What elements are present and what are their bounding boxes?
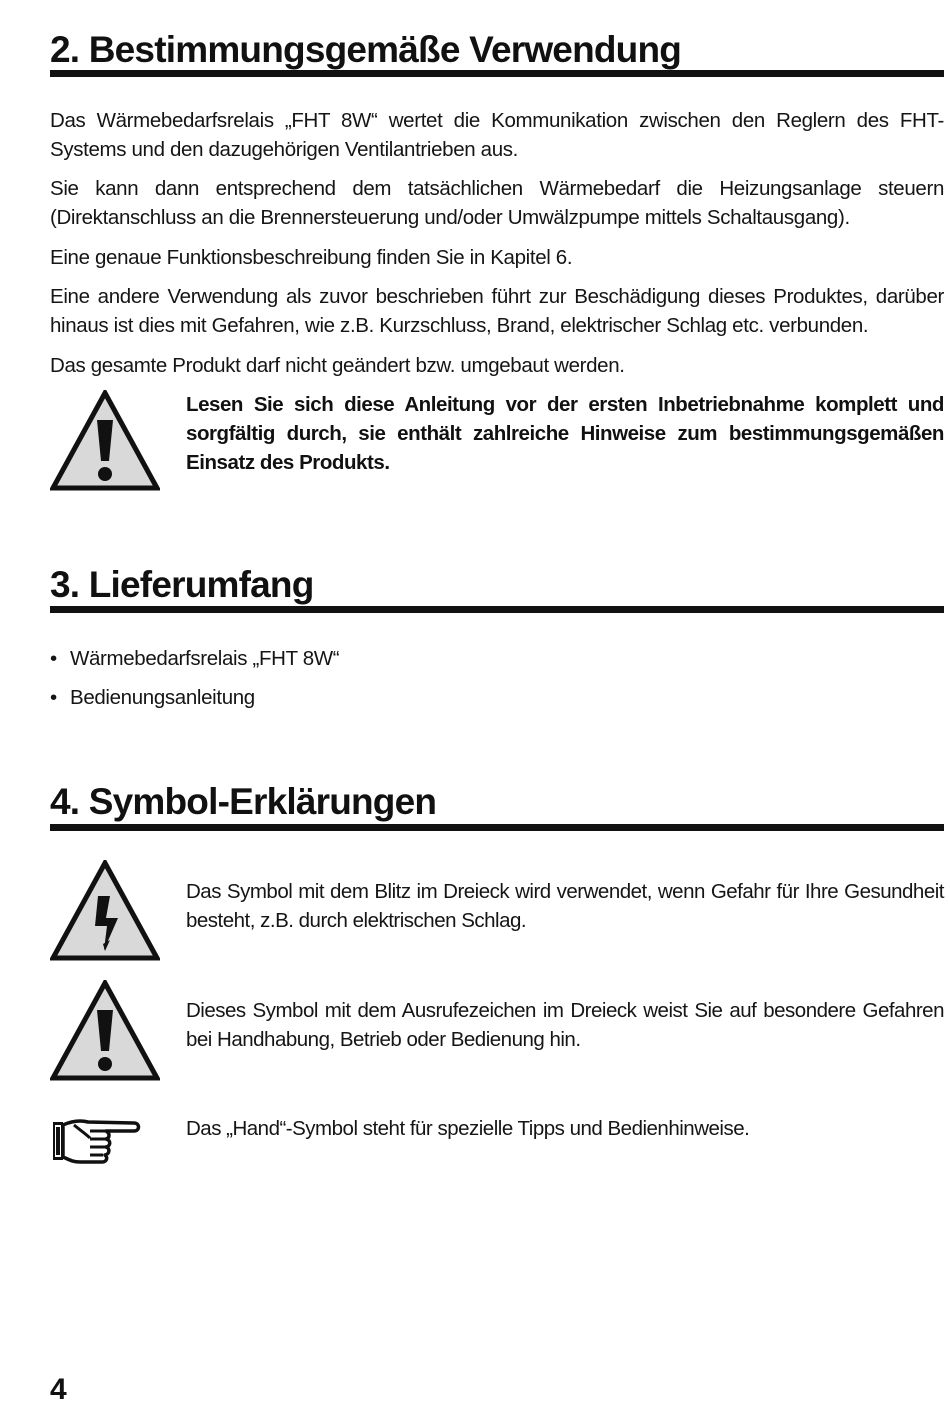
list-item-label: Bedienungsanleitung: [70, 686, 255, 709]
section-2-paragraph-5: Das gesamte Produkt darf nicht geändert bzw. umgebaut werden.: [50, 354, 625, 377]
section-2-paragraph-4: Eine andere Verwendung als zuvor beschrieben führt zur Beschädigung dieses Produktes, darüber hinaus ist dies mit Gefahren, wie z.B. Kurzschluss, Brand, elektrischer Schlag etc. verbunden.: [50, 285, 944, 337]
hand-symbol-description: Das „Hand“-Symbol steht für spezielle Tipps und Bedienhinweise.: [186, 1117, 750, 1140]
section-3-rule: [50, 606, 944, 613]
bullet-marker: •: [50, 686, 57, 709]
section-4-heading: 4. Symbol-Erklärungen: [50, 781, 437, 822]
section-2-paragraph-3: Eine genaue Funktionsbeschreibung finden Sie in Kapitel 6.: [50, 246, 573, 269]
page-number: 4: [50, 1373, 67, 1406]
exclamation-warning-icon: [50, 980, 160, 1082]
bullet-marker: •: [50, 647, 57, 670]
list-item: [50, 644, 339, 673]
section-4-rule: [50, 824, 944, 831]
pointing-hand-icon: [50, 1116, 142, 1166]
section-2-paragraph-1: Das Wärmebedarfsrelais „FHT 8W“ wertet die Kommunikation zwischen den Reglern des FHT-Systems und den dazugehörigen Ventilantrieben aus.: [50, 109, 944, 161]
section-2-paragraph-2: Sie kann dann entsprechend dem tatsächlichen Wärmebedarf die Heizungsanlage steuern (Direktanschluss an die Brennersteuerung und/oder Umwälzpumpe mittels Schaltausgang).: [50, 177, 944, 229]
lightning-symbol-description: Das Symbol mit dem Blitz im Dreieck wird verwendet, wenn Gefahr für Ihre Gesundheit besteht, z.B. durch elektrischen Schlag.: [186, 880, 944, 932]
list-item: [50, 683, 255, 712]
section-2-heading: 2. Bestimmungsgemäße Verwendung: [50, 29, 682, 70]
section-3-heading: 3. Lieferumfang: [50, 564, 314, 605]
reading-instructions-note: Lesen Sie sich diese Anleitung vor der ersten Inbetriebnahme komplett und sorgfältig durch, sie enthält zahlreiche Hinweise zum bestimmungsgemäßen Einsatz des Produkts.: [186, 393, 944, 474]
section-2-rule: [50, 70, 944, 77]
lightning-warning-icon: [50, 860, 160, 962]
exclamation-symbol-description: Dieses Symbol mit dem Ausrufezeichen im Dreieck weist Sie auf besondere Gefahren bei Handhabung, Betrieb oder Bedienung hin.: [186, 999, 944, 1051]
list-item-label: Wärmebedarfsrelais „FHT 8W“: [70, 647, 340, 670]
exclamation-warning-icon: [50, 390, 160, 492]
